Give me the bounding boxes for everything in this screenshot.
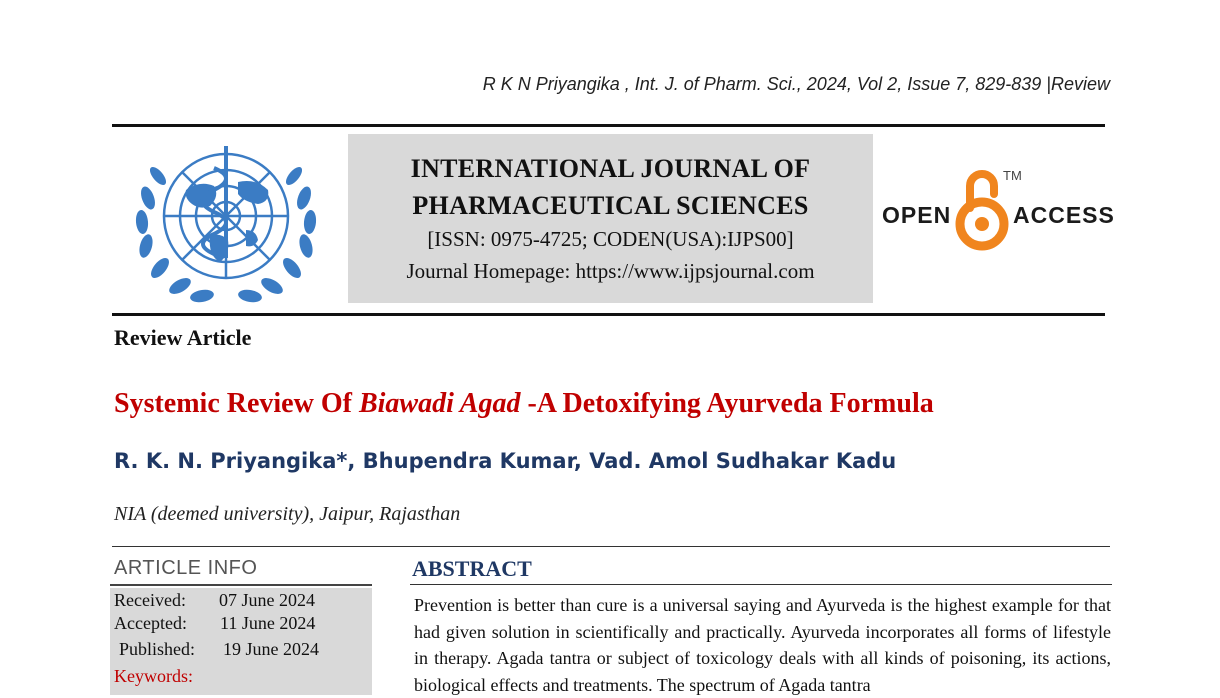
article-title-italic: Biawadi Agad (358, 388, 521, 419)
accepted-date: 11 June 2024 (220, 613, 316, 633)
journal-issn: [ISSN: 0975-4725; CODEN(USA):IJPS00] (427, 227, 794, 251)
open-access-open-text: OPEN (882, 202, 952, 228)
journal-masthead (348, 134, 873, 303)
received-row (114, 590, 315, 611)
authors: R. K. N. Priyangika*, Bhupendra Kumar, Vad. Amol Sudhakar Kadu (114, 449, 897, 473)
published-row (119, 639, 319, 660)
header-rule-bottom (112, 313, 1105, 316)
open-access-tm: TM (1003, 168, 1022, 183)
abstract-rule (410, 584, 1112, 585)
article-title-prefix: Systemic Review Of (114, 388, 359, 419)
journal-emblem-logo (126, 138, 326, 306)
published-label: Published: (119, 639, 196, 659)
globe-laurel-icon (126, 138, 326, 306)
keywords-label: Keywords: (114, 666, 193, 686)
article-type: Review Article (114, 325, 252, 350)
abstract-text: Prevention is better than cure is a universal saying and Ayurveda is the highest example for that had given solution in scientifically and practically. Ayurveda incorporates all forms of lifestyle in therapy. Agada tantra or subject of toxicology deals with all kinds of poisoning, its actions, biological effects and treatments. The spectrum of Agada tantra (414, 595, 1111, 695)
abstract-heading: ABSTRACT (412, 556, 532, 581)
received-date: 07 June 2024 (219, 590, 315, 610)
open-access-access-text: ACCESS (1013, 202, 1115, 228)
section-divider (112, 546, 1110, 547)
open-access-logo (880, 166, 1115, 254)
article-title-suffix: -A Detoxifying Ayurveda Formula (520, 388, 934, 419)
published-date: 19 June 2024 (223, 639, 319, 659)
article-info-rule (110, 584, 372, 586)
article-title (114, 388, 934, 420)
journal-homepage: Journal Homepage: https://www.ijpsjournal.com (406, 259, 815, 283)
article-info-heading: ARTICLE INFO (114, 557, 258, 579)
journal-name-line2: PHARMACEUTICAL SCIENCES (412, 191, 809, 220)
journal-name-line1: INTERNATIONAL JOURNAL OF (410, 154, 811, 183)
affiliation: NIA (deemed university), Jaipur, Rajasthan (114, 503, 461, 525)
received-label: Received: (114, 590, 186, 610)
running-header: R K N Priyangika , Int. J. of Pharm. Sci., 2024, Vol 2, Issue 7, 829-839 |Review (482, 74, 1110, 94)
accepted-label: Accepted: (114, 613, 187, 633)
open-lock-icon (952, 166, 1012, 254)
accepted-row (114, 613, 315, 634)
header-rule-top (112, 124, 1105, 127)
